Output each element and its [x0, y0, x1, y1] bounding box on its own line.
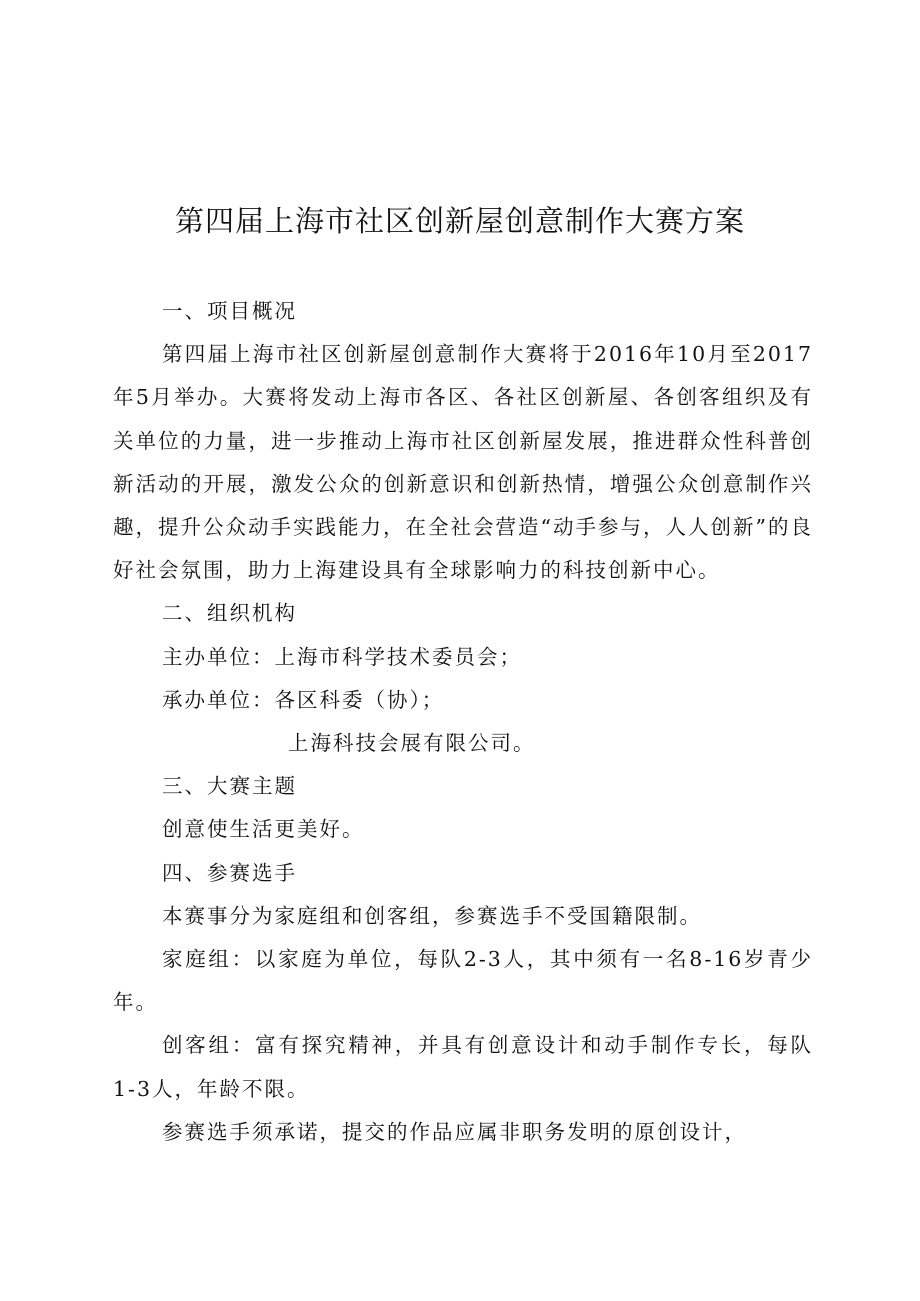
section-heading-theme: 三、大赛主题	[162, 774, 297, 799]
section-heading-organization: 二、组织机构	[162, 601, 297, 626]
host-unit: 主办单位：上海市科学技术委员会；	[162, 644, 522, 669]
organizer-unit-2: 上海科技会展有限公司。	[288, 731, 536, 756]
section-heading-overview: 一、项目概况	[162, 299, 297, 323]
overview-paragraph: 第四届上海市社区创新屋创意制作大赛将于2016年10月至2017年5月举办。大赛将发动上海市各区、各社区创新屋、各创客组织及有关单位的力量，进一步推动上海市社区创新屋发展，推进群众性科普创新活动的开展，激发公众的创新意识和创新热情，增强公众创意制作兴趣，提升公众动手实践能力，在全社会营造“动手参与，人人创新”的良好社会氛围，助力上海建设具有全球影响力的科技创新中心。	[113, 342, 813, 583]
document-title: 第四届上海市社区创新屋创意制作大赛方案	[174, 204, 745, 238]
family-group: 家庭组：以家庭为单位，每队2-3人，其中须有一名8-16岁青少年。	[113, 947, 813, 1015]
organizer-unit: 承办单位：各区科委（协）；	[162, 687, 445, 712]
theme-text: 创意使生活更美好。	[162, 817, 365, 842]
document-body	[113, 290, 813, 1154]
participants-intro: 本赛事分为家庭组和创客组，参赛选手不受国籍限制。	[162, 903, 702, 928]
maker-group: 创客组：富有探究精神，并具有创意设计和动手制作专长，每队1-3人，年龄不限。	[113, 1033, 813, 1101]
pledge-text: 参赛选手须承诺，提交的作品应属非职务发明的原创设计，	[162, 1119, 747, 1144]
section-heading-participants: 四、参赛选手	[162, 860, 297, 885]
